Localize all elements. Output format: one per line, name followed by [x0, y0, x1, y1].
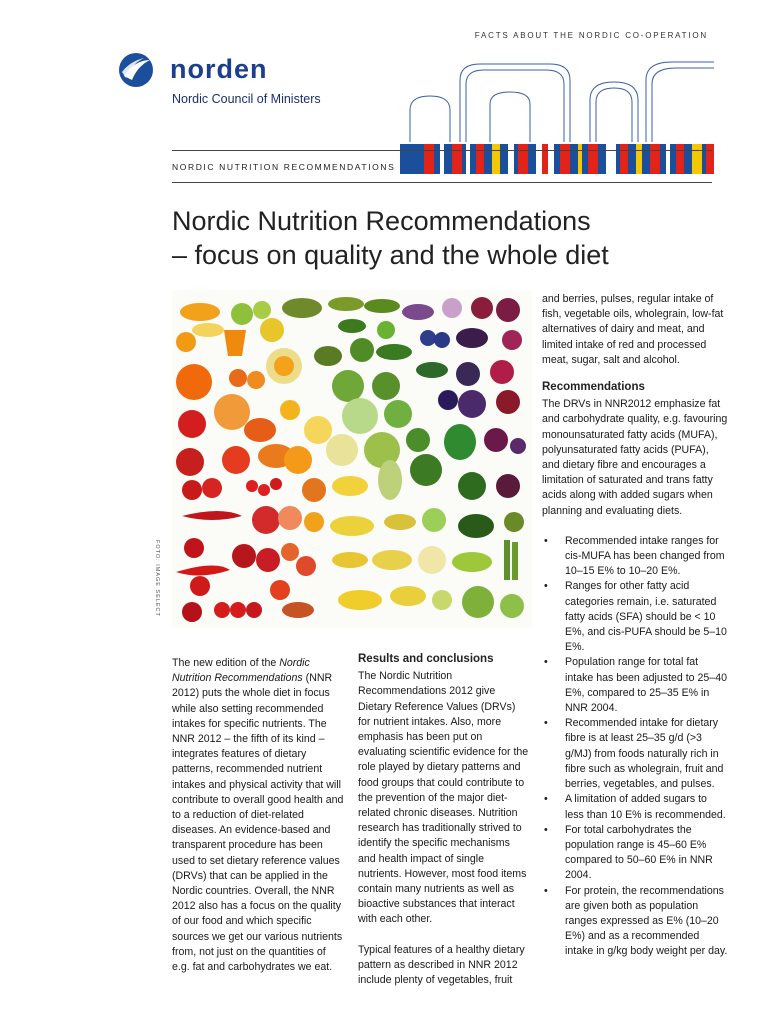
results-column	[358, 652, 530, 988]
recommendations-column	[542, 292, 728, 960]
list-item: • Recommended intake ranges for cis-MUFA has been changed from 10–15 E% to 10–20 E%.	[542, 534, 728, 580]
results-paragraph-2: Typical features of a healthy dietary pattern as described in NNR 2012 include plenty of vegetables, fruit	[358, 943, 525, 987]
nordic-flags-banner	[400, 40, 714, 180]
logo-wordmark: norden	[170, 54, 268, 84]
series-label: NORDIC NUTRITION RECOMMENDATIONS	[172, 162, 396, 172]
list-item: • A limitation of added sugars to less than 10 E% is recommended.	[542, 792, 728, 822]
top-label: FACTS ABOUT THE NORDIC CO-OPERATION	[474, 31, 708, 40]
list-item: • For protein, the recommendations are given both as population ranges expressed as E% (10–20 E%) and as a recommended intake in g/kg body weight per day.	[542, 884, 728, 960]
list-item: • Recommended intake for dietary fibre is at least 25–35 g/d (>3 g/MJ) from foods naturally rich in fibre such as wholegrain, fruit and berries, vegetables, and pulses.	[542, 716, 728, 792]
recommendations-paragraph: The DRVs in NNR2012 emphasize fat and carbohydrate quality, e.g. favouring monounsaturated fatty acids (MUFA), polyunsaturated fatty acids (PUFA), and dietary fibre and encourages a limitation of saturated and trans fatty acids along with added sugars when planning and evaluating diets.	[542, 398, 728, 517]
intro-paragraph	[172, 656, 344, 975]
header-rule-top	[172, 150, 712, 151]
results-paragraph-1: The Nordic Nutrition Recommendations 2012 give Dietary Reference Values (DRVs) for nutrient intakes. Also, more emphasis has been put on evaluating scientific evidence for the role played by dietary patterns and food groups that could contribute to the prevention of the major diet-related chronic diseases. Nutrition research has traditionally strived to identify the specific mechanisms and health impact of single nutrients. However, most food items contain many nutrients as well as bioactive substances that interact with each other.	[358, 670, 529, 926]
fruits-vegetables-rainbow-image	[172, 290, 532, 628]
diet-features-paragraph: and berries, pulses, regular intake of fish, vegetable oils, wholegrain, low-fat alternatives of dairy and meat, and limited intake of red and processed meat, sugar, salt and alcohol.	[542, 293, 724, 366]
list-item: • Ranges for other fatty acid categories remain, i.e. saturated fatty acids (SFA) should be < 10 E%, and cis-PUFA should be 5–10 E%.	[542, 579, 728, 655]
list-item: • Population range for total fat intake has been adjusted to 25–40 E%, compared to 25–35 E% in NNR 2004.	[542, 655, 728, 716]
recommendations-list	[542, 534, 728, 960]
title-line-1: Nordic Nutrition Recommendations	[172, 206, 591, 236]
intro-column	[172, 656, 344, 975]
page-title	[172, 204, 692, 272]
title-line-2: – focus on quality and the whole diet	[172, 240, 609, 270]
council-name: Nordic Council of Ministers	[172, 92, 321, 106]
results-heading: Results and conclusions	[358, 653, 494, 665]
header-rule-bottom	[172, 182, 712, 183]
list-item: • For total carbohydrates the population range is 45–60 E% compared to 50–60 E% in NNR 2004.	[542, 823, 728, 884]
intro-text-em: Nordic Nutrition Recommendations	[172, 657, 310, 685]
photo-credit: FOTO: IMAGE SELECT	[154, 540, 160, 617]
recommendations-heading: Recommendations	[542, 381, 645, 394]
intro-text-b: (NNR 2012) puts the whole diet in focus while also setting recommended intakes for specific nutrients. The NNR 2012 – the fifth of its kind – integrates features of dietary patterns, recommended nutrient intakes and physical activity that will contribute to overall good health and to a reduction of diet-related diseases. An evidence-based and transparent procedure has been used to set dietary reference values (DRVs) that can be applied in the Nordic countries. Overall, the NNR 2012 also has a focus on the quality of our food and which specific sources we get our various nutrients from, not just on the quantities of e.g. fat and carbohydrates we eat.	[172, 672, 344, 974]
norden-swan-logo-icon	[118, 52, 154, 88]
intro-text-a: The new edition of the	[172, 657, 280, 669]
